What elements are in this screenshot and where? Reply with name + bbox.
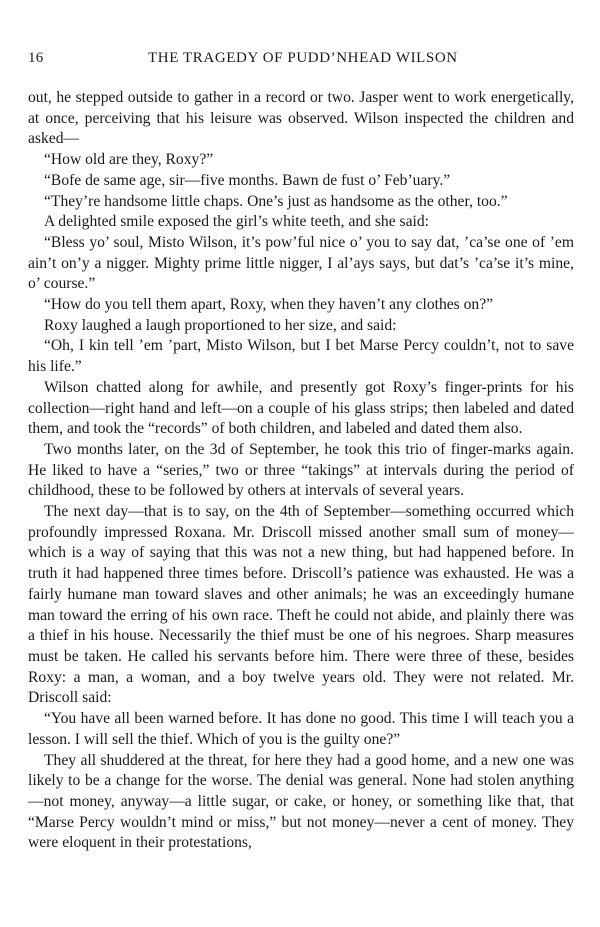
page-header xyxy=(28,50,574,72)
paragraph: Two months later, on the 3d of September, he took this trio of finger-marks again. He liked to have a “series,” two or three “takings” at intervals during the period of childhood, these to be followed by others at intervals of several years. xyxy=(28,440,574,500)
paragraph: “You have all been warned before. It has done no good. This time I will teach you a lesson. I will sell the thief. Which of you is the guilty one?” xyxy=(28,710,574,748)
paragraph: “Bofe de same age, sir—five months. Bawn de fust o’ Feb’uary.” xyxy=(44,171,451,189)
book-page xyxy=(28,0,574,927)
paragraph: “Oh, I kin tell ’em ’part, Misto Wilson, but I bet Marse Percy couldn’t, not to save his life.” xyxy=(28,337,574,376)
running-head: THE TRAGEDY OF PUDD’NHEAD WILSON xyxy=(148,50,458,66)
paragraph: The next day—that is to say, on the 4th of September—something occurred which profoundly impressed Roxana. Mr. Driscoll missed another small sum of money—which is a way of saying that this was not a new thing, but had happened before. In truth it had happened three times before. Driscoll’s patience was exhausted. He was a fairly humane man toward slaves and other animals; he was an exceedingly humane man toward the erring of his own race. Theft he could not abide, and plainly there was a thief in his house. Necessarily the thief must be one of his negroes. Sharp measures must be taken. He called his servants before him. There were three of these, besides Roxy: a man, a woman, and a boy twelve years old. They were not related. Mr. Driscoll said: xyxy=(28,503,574,707)
paragraph: They all shuddered at the threat, for here they had a good home, and a new one was likely to be a change for the worse. The denial was general. None had stolen anything—not money, anyway—a little sugar, or cake, or honey, or something like that, that “Marse Percy wouldn’t mind or miss,” but not money—never a cent of money. They were eloquent in their protestations, xyxy=(28,751,574,852)
paragraph: A delighted smile exposed the girl’s white teeth, and she said: xyxy=(44,213,430,231)
paragraph: “Bless yo’ soul, Misto Wilson, it’s pow’ful nice o’ you to say dat, ’ca’se one of ’em ain’t on’y a nigger. Mighty prime little nigger, I al’ays says, but dat’s ’ca’se it’s mine, o’ course.” xyxy=(28,233,574,293)
page-number: 16 xyxy=(28,50,44,66)
paragraph: Wilson chatted along for awhile, and presently got Roxy’s finger-prints for his collection—right hand and left—on a couple of his glass strips; then labeled and dated them, and took the “records” of both children, and labeled and dated them also. xyxy=(28,378,574,438)
paragraph: “How do you tell them apart, Roxy, when they haven’t any clothes on?” xyxy=(44,296,494,314)
paragraph: Roxy laughed a laugh proportioned to her size, and said: xyxy=(44,316,397,334)
paragraph: “How old are they, Roxy?” xyxy=(44,151,214,169)
paragraph: out, he stepped outside to gather in a record or two. Jasper went to work energetically, at once, perceiving that his leisure was observed. Wilson inspected the children and asked— xyxy=(28,89,574,148)
body-text xyxy=(28,88,574,854)
paragraph: “They’re handsome little chaps. One’s just as handsome as the other, too.” xyxy=(44,192,508,210)
